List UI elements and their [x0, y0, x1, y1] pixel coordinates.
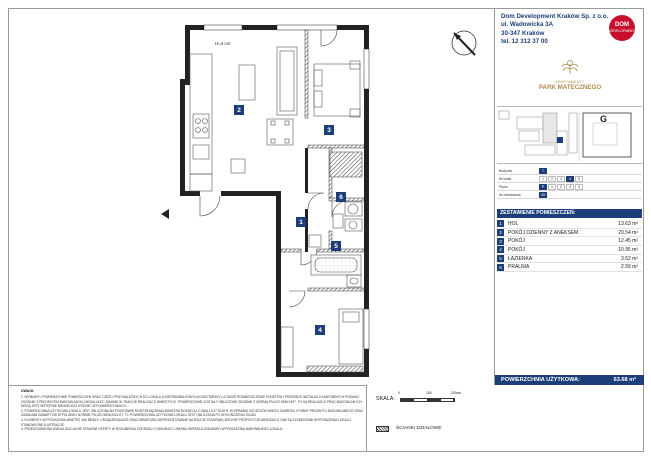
project-logo [535, 59, 605, 91]
info-cell: 1 [548, 184, 556, 190]
info-cell: 3 [557, 176, 565, 182]
room-number: 5 [497, 255, 504, 262]
info-cell: 4 [566, 176, 574, 182]
room-number: 3 [497, 238, 504, 245]
laundry-fixtures [333, 202, 362, 231]
dom-logo-sub: DEVELOPMENT [609, 29, 635, 33]
total-area-bar [495, 375, 644, 385]
room-label-2: 2 [234, 105, 244, 115]
scale-mark: 200cm [451, 391, 462, 395]
notes-title: UWAGI: [21, 389, 35, 393]
scale-mark: 0 [398, 391, 400, 395]
room-row [497, 246, 642, 255]
bedroom-4-furniture [281, 309, 363, 372]
floor-plan [9, 9, 495, 385]
info-label: Nr klatki [499, 176, 512, 181]
living-furniture [239, 47, 297, 145]
note-item: 4. PRZEDSTAWIONA WIZUALIZACJA NIE STANOWI OFERTY W ROZUMIENIU KODEKSU CYWILNEGO. UMOWA OKREŚLA STANDARD WYPOSAŻENIA NABYWANEGO LOKALU. [21, 427, 284, 432]
info-cell: 49 [541, 192, 545, 197]
info-cell: 2 [557, 184, 565, 190]
company-street: ul. Wadowicka 3A [501, 21, 554, 29]
room-area: 12.45 m² [618, 238, 638, 245]
room-name: POKÓJ [508, 246, 525, 253]
room-area: 20.54 m² [618, 229, 638, 236]
info-row-floor [497, 183, 642, 191]
rooms-header: ZESTAWIENIE POMIESZCZEŃ: [497, 209, 642, 218]
room-row [497, 263, 642, 272]
notes-section [9, 385, 367, 451]
room-area: 13.63 m² [618, 220, 638, 227]
room-number: 1 [497, 220, 504, 227]
room-name: POKÓJ DZIENNY Z ANEKSEM [508, 229, 579, 236]
building-letter: G [600, 114, 608, 124]
room-label-4: 4 [315, 325, 325, 335]
dom-logo [609, 15, 635, 41]
info-label: Nr mieszkania [499, 192, 521, 197]
room-row [497, 237, 642, 246]
room-area: 10.95 m² [618, 246, 638, 253]
company-phone: tel. 12 312 37 00 [501, 38, 548, 46]
company-info [501, 13, 608, 47]
project-prefix: APARTAMENTY [555, 80, 585, 84]
info-cell: 5 [575, 176, 583, 182]
legend-section [367, 385, 644, 451]
total-area-label: POWIERZCHNIA UŻYTKOWA: [501, 377, 581, 383]
room-label-1: 1 [296, 217, 306, 227]
info-label: Piętro [499, 184, 508, 189]
site-key-plan [497, 106, 642, 164]
room-number: 4 [497, 246, 504, 253]
dimension-note: H=4 cm [215, 41, 231, 46]
info-cell: 4 [575, 184, 583, 190]
room-area: 3.52 m² [621, 255, 638, 262]
room-label-5: 5 [331, 241, 341, 251]
note-item: 2. POWIERZCHNIA UŻYTKOWA LOKALU JEST OBLICZONA NA PODSTAWIE ROZPORZĄDZENIA MINISTRA ROZWOJU Z DNIA 13.07.2018 R. W SPRAWIE SZCZEGÓŁOWEGO ZAKRESU I FORMY PROJEKTU BUDOWLANEGO ORAZ ZASADAMI ZAWARTYMI W POLSKIEJ NORMIE PN-ISO 9836:2022-07. TJ. POWIERZCHNIA UŻYTKOWA LOKALU JEST OBLICZONA PO WYKOŃCZENIU ŚCIAN. [21, 408, 363, 418]
note-item: 3. ELEMENTY WYPOSAŻENIA WNĘTRZ JAK MEBLE, URZĄDZENIA AGD ORAZ ARMATURA ZAPREZENTOWANE NA RZUCIE STANOWIĄ JEDYNIE PROPOZYCJĘ ARANŻACJI I NIE SĄ ELEMENTAMI WYPOSAŻENIA LOKALU. STANOWI ONE ILUSTRACJĘ. [21, 417, 352, 427]
info-row-apartment [497, 191, 642, 199]
room-name: PRALNIA [508, 264, 530, 271]
info-row-building [497, 167, 642, 175]
scale-mark: 100 [426, 391, 432, 395]
note-item: 1. WYMIARY I POWIERZCHNIE POMIESZCZEŃ ORAZ CZĘŚCI PRZYNALEŻNYCH DO LOKALU (OGRÓDKI/BALKONY/LOGGIE/TARASY), A TAKŻE ROZMIESZCZENIE PUNKTÓW I PRZEBIEGI INSTALACJI SANITARNYCH PODANO ZGODNIE Z PROJEKTEM BUDOWLANYM I MOGĄ ULEC ZMIANIE W TRAKCIE REALIZACJI INWESTYCJI. POWIERZCHNIE ZOSTAŁY OBLICZONE ZGODNIE Z NORMĄ PN-ISO 9836:1997. TO SĄ REALIZACJI PRAC BUDOWLANYCH MOGĄ JEST WSTĘPNIE NIEWIELKICH RÓŻNIC W POWIERZCHNIACH. [21, 395, 362, 409]
room-number: 6 [497, 264, 504, 271]
company-city: 30-347 Kraków [501, 29, 545, 37]
room-row [497, 220, 642, 229]
room-number: 2 [497, 229, 504, 236]
floor-plan-drawing [9, 9, 495, 385]
park-emblem-icon [559, 59, 581, 75]
project-name: PARK MATECZNEGO [538, 84, 602, 91]
company-name: Dom Development Kraków Sp. z o.o. [501, 13, 609, 20]
info-cell: P [539, 184, 547, 190]
room-row [497, 229, 642, 238]
partition-wall-label: ŚCIANKI DZIAŁOWE [396, 426, 442, 431]
rooms-list [497, 220, 642, 272]
compass-icon [452, 31, 476, 55]
apartment-info-table [497, 167, 642, 199]
info-cell: 3 [566, 184, 574, 190]
info-cell: 7 [539, 168, 547, 174]
total-area-value: 63.68 m² [613, 377, 636, 383]
dom-logo-text: DOM [615, 22, 629, 28]
site-plan-drawing [497, 107, 642, 165]
info-row-staircase [497, 175, 642, 183]
room-area: 2.59 m² [621, 264, 638, 271]
info-label: Budynek [499, 168, 513, 173]
scale-bar [400, 398, 455, 402]
bedroom-furniture [314, 61, 362, 177]
info-cell: 2 [548, 176, 556, 182]
room-label-6: 6 [336, 192, 346, 202]
room-name: HOL [508, 220, 519, 227]
kitchen-units [190, 54, 245, 191]
info-sidebar [494, 9, 643, 385]
windows [204, 25, 369, 349]
room-name: POKÓJ [508, 238, 525, 245]
entrance-arrow [161, 209, 169, 219]
room-label-3: 3 [324, 125, 334, 135]
room-name: ŁAZIENKA [508, 255, 533, 262]
scale-label: SKALA: [376, 396, 395, 402]
room-row [497, 255, 642, 264]
info-cell: 1 [539, 176, 547, 182]
partition-wall-swatch [376, 426, 389, 432]
